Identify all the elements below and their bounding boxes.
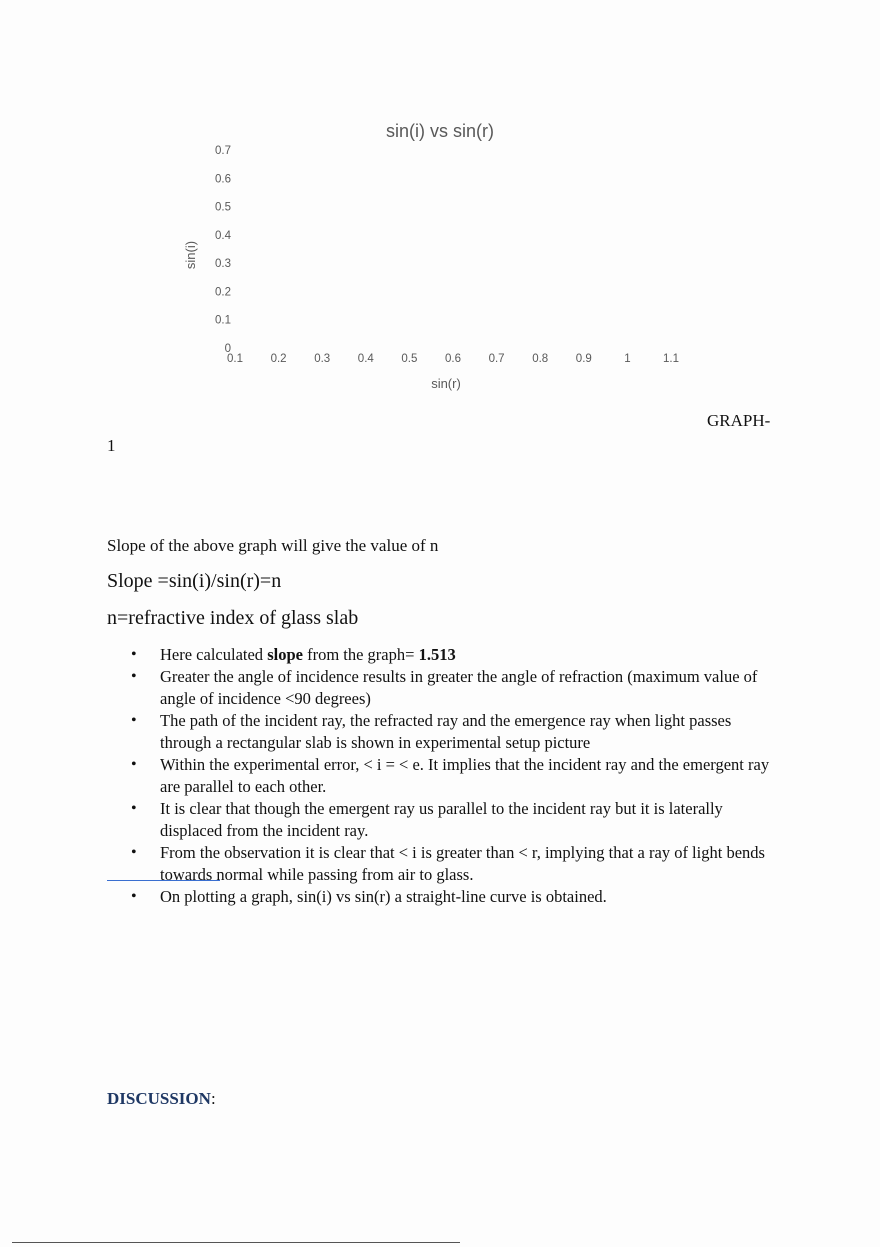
y-tick-label: 0.2 (215, 286, 231, 299)
refractive-definition: n=refractive index of glass slab (107, 607, 359, 629)
y-tick-label: 0.1 (215, 314, 231, 327)
x-tick-label: 0.3 (314, 353, 331, 365)
y-tick-label: 0.6 (215, 173, 231, 186)
chart-title: sin(i) vs sin(r) (386, 121, 494, 141)
x-tick-label: 0.6 (445, 353, 461, 365)
list-item: • It is clear that though the emergent ray us parallel to the incident ray but it is laterally displaced from the incident ray. (107, 798, 777, 842)
discussion-heading: DISCUSSION: (107, 1089, 216, 1108)
x-axis-label: sin(r) (431, 376, 461, 391)
x-tick-label: 0.4 (357, 353, 374, 365)
footer-rule (12, 1242, 460, 1243)
y-tick-label: 0 (224, 343, 231, 355)
graph-caption-2: 1 (107, 436, 116, 455)
observation-list (107, 644, 777, 908)
list-item: • Greater the angle of incidence results in greater the angle of refraction (maximum value of angle of incidence <90 degrees) (107, 666, 777, 710)
slope-formula: Slope =sin(i)/sin(r)=n (107, 570, 282, 592)
list-item: • From the observation it is clear that < i is greater than < r, implying that a ray of light bends towards normal while passing from air to glass. (107, 842, 777, 886)
underline-mark (107, 880, 220, 881)
list-item: • Within the experimental error, < i = < e. It implies that the incident ray and the emergent ray are parallel to each other. (107, 754, 777, 798)
x-tick-label: 0.1 (227, 353, 243, 365)
chart-layer (183, 121, 679, 391)
x-tick-label: 0.8 (532, 353, 549, 365)
y-tick-label: 0.4 (215, 229, 231, 242)
x-tick-label: 1 (624, 353, 631, 365)
x-tick-label: 0.9 (575, 353, 592, 365)
chart (0, 0, 880, 400)
list-item: • On plotting a graph, sin(i) vs sin(r) a straight-line curve is obtained. (107, 886, 777, 908)
graph-caption-1: GRAPH- (707, 411, 771, 430)
list-item: • The path of the incident ray, the refracted ray and the emergence ray when light passes through a rectangular slab is shown in experimental setup picture (107, 710, 777, 754)
x-tick-label: 0.2 (270, 353, 287, 365)
y-axis-label: sin(i) (183, 240, 198, 270)
x-tick-label: 1.1 (663, 353, 679, 365)
list-item: • Here calculated slope from the graph= 1.513 (107, 644, 777, 666)
y-tick-label: 0.7 (215, 145, 231, 157)
x-tick-label: 0.5 (401, 353, 418, 365)
intro-text: Slope of the above graph will give the value of n (107, 536, 439, 555)
y-tick-label: 0.5 (215, 201, 231, 214)
x-tick-label: 0.7 (488, 353, 505, 365)
y-tick-label: 0.3 (215, 258, 231, 271)
